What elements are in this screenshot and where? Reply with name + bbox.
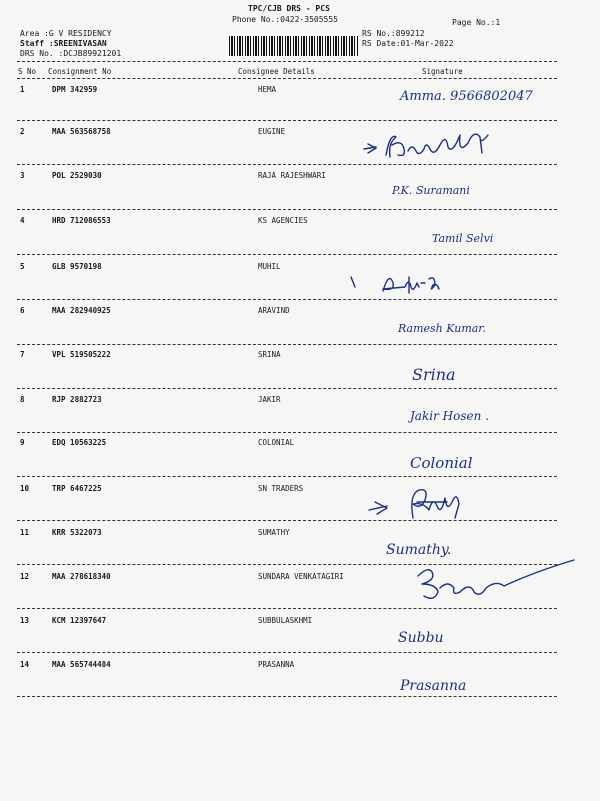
row-consignee: SUMATHY [258, 528, 290, 537]
svg-text:Tamil Selvi: Tamil Selvi [432, 232, 494, 245]
svg-text:Srina: Srina [412, 365, 456, 384]
row-consignment: KRR 5322073 [52, 528, 102, 537]
row-consignment: HRD 712086553 [52, 216, 111, 225]
phone-number: Phone No.:0422-3505555 [232, 15, 338, 24]
row-consignment: MAA 565744484 [52, 660, 111, 669]
col-consignment-header: Consignment No [48, 67, 112, 76]
signature-row-13 [396, 616, 516, 654]
row-consignment: MAA 563568758 [52, 127, 111, 136]
signature-row-9 [408, 444, 528, 478]
svg-text:Amma. 9566802047: Amma. 9566802047 [400, 89, 533, 104]
row-consignee: ARAVIND [258, 306, 290, 315]
row-sno: 10 [20, 484, 30, 493]
signature-row-1 [395, 86, 565, 126]
table-row [0, 484, 600, 529]
area-field: Area :G V RESIDENCY [20, 29, 112, 38]
svg-text:P.K. Suramani: P.K. Suramani [392, 184, 470, 197]
row-consignee: SUNDARA VENKATAGIRI [258, 572, 344, 581]
row-consignee: SN TRADERS [258, 484, 304, 493]
row-consignment: RJP 2882723 [52, 395, 102, 404]
row-consignee: JAKIR [258, 395, 281, 404]
row-consignee: MUHIL [258, 262, 281, 271]
rs-date: RS Date:01-Mar-2022 [362, 39, 454, 48]
signature-row-10 [365, 484, 495, 528]
row-consignee: SUBBULASKHMI [258, 616, 313, 625]
row-sno: 8 [20, 395, 25, 404]
row-consignee: EUGINE [258, 127, 286, 136]
svg-text:Colonial: Colonial [410, 454, 473, 472]
row-consignment: KCM 12397647 [52, 616, 107, 625]
header-rule-bottom [17, 78, 557, 79]
row-consignment: MAA 282940925 [52, 306, 111, 315]
signature-row-4 [430, 218, 560, 254]
row-consignment: VPL 519505222 [52, 350, 111, 359]
row-sno: 9 [20, 438, 25, 447]
signature-row-2 [360, 125, 535, 165]
signature-row-7 [410, 354, 540, 390]
row-sno: 6 [20, 306, 25, 315]
row-consignment: TRP 6467225 [52, 484, 102, 493]
signature-row-14 [398, 664, 518, 700]
svg-text:Subbu: Subbu [398, 630, 444, 646]
row-consignee: RAJA RAJESHWARI [258, 171, 326, 180]
table-row [0, 262, 600, 307]
signature-row-12 [410, 558, 585, 604]
row-consignee: SRINA [258, 350, 281, 359]
svg-text:Jakir Hosen .: Jakir Hosen . [410, 409, 489, 423]
header-rule-top [17, 61, 557, 62]
row-consignment: DPM 342959 [52, 85, 98, 94]
row-consignee: KS AGENCIES [258, 216, 308, 225]
col-consignee-header: Consignee Details [238, 67, 315, 76]
row-sno: 7 [20, 350, 25, 359]
svg-text:Prasanna: Prasanna [400, 678, 467, 694]
row-consignment: MAA 278618340 [52, 572, 111, 581]
row-consignment: EDQ 10563225 [52, 438, 107, 447]
signature-row-8 [408, 398, 558, 434]
row-sno: 12 [20, 572, 30, 581]
row-consignment: GLB 9570198 [52, 262, 102, 271]
row-sno: 5 [20, 262, 25, 271]
page-number: Page No.:1 [452, 18, 501, 27]
row-sno: 14 [20, 660, 30, 669]
barcode-image [229, 36, 359, 56]
row-consignee: HEMA [258, 85, 277, 94]
rs-number: RS No.:899212 [362, 29, 425, 38]
row-consignment: POL 2529030 [52, 171, 102, 180]
row-consignee: PRASANNA [258, 660, 295, 669]
row-sno: 3 [20, 171, 25, 180]
sheet-title: TPC/CJB DRS - PCS [248, 4, 330, 13]
staff-field: Staff :SREENIVASAN [20, 39, 107, 48]
signature-row-3 [390, 172, 560, 208]
row-consignee: COLONIAL [258, 438, 295, 447]
row-sno: 13 [20, 616, 30, 625]
svg-text:Ramesh Kumar.: Ramesh Kumar. [398, 322, 486, 335]
row-sno: 1 [20, 85, 25, 94]
row-divider [17, 608, 557, 609]
row-sno: 4 [20, 216, 25, 225]
svg-text:Sumathy.: Sumathy. [386, 542, 452, 558]
row-divider [17, 209, 557, 210]
row-sno: 11 [20, 528, 30, 537]
row-divider [17, 254, 557, 255]
drs-number: DRS No. :DCJB89921201 [20, 49, 122, 58]
signature-row-5 [345, 265, 485, 303]
signature-row-6 [396, 312, 546, 346]
col-signature-header: Signature [422, 67, 463, 76]
row-sno: 2 [20, 127, 25, 136]
col-sno-header: S No [18, 67, 37, 76]
